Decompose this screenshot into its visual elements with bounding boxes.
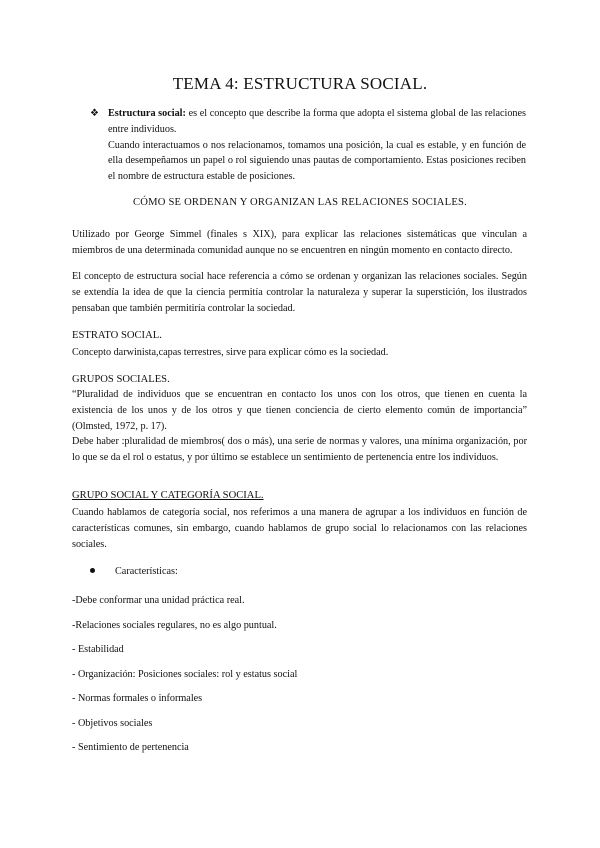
intro-definition: es el concepto que describe la forma que adopta el sistema global de las relaciones entre individuos.: [108, 108, 527, 135]
list-item: - Normas formales o informales: [72, 693, 203, 704]
section-heading: CÓMO SE ORDENAN Y ORGANIZAN LAS RELACIONES SOCIALES.: [133, 197, 467, 208]
grupos-heading: GRUPOS SOCIALES.: [72, 374, 170, 385]
estrato-text: Concepto darwinista,capas terrestres, sirve para explicar cómo es la sociedad.: [72, 347, 389, 358]
diamond-bullet-icon: ❖: [90, 108, 99, 119]
page-title: TEMA 4: ESTRUCTURA SOCIAL.: [172, 74, 428, 93]
list-item: -Debe conformar una unidad práctica real.: [72, 595, 245, 606]
intro-text: [108, 106, 526, 185]
caracteristicas-bullet: [90, 566, 178, 577]
list-item: - Objetivos sociales: [72, 718, 153, 729]
grupos-quote: “Pluralidad de individuos que se encuentran en contacto los unos con los otros, que tienen en cuenta la existencia de los unos y de los otros y que tienen conciencia de cierto elemento común de importancia” (Olmsted, 1972, p. 17).: [72, 389, 527, 432]
list-item: - Estabilidad: [72, 644, 124, 655]
estrato-heading: ESTRATO SOCIAL.: [72, 330, 162, 341]
list-item: - Organización: Posiciones sociales: rol y estatus social: [72, 669, 298, 680]
list-item: - Sentimiento de pertenencia: [72, 742, 189, 753]
grupo-categoria-text: Cuando hablamos de categoría social, nos referimos a una manera de agrupar a los individuos en función de características comunes, sin embargo, cuando hablamos de grupo social lo relacionamos con las relaciones sociales.: [72, 507, 527, 550]
grupo-categoria-heading: GRUPO SOCIAL Y CATEGORÍA SOCIAL.: [72, 490, 264, 501]
caracteristicas-label: Características:: [115, 566, 178, 577]
intro-detail: Cuando interactuamos o nos relacionamos, tomamos una posición, la cual es estable, y en función de ella desempeñamos un papel o rol siguiendo unas pautas de comportamiento. Estas posiciones reciben el nombre de estructura estable de posiciones.: [108, 139, 526, 183]
concept-paragraph: El concepto de estructura social hace referencia a cómo se ordenan y organizan las relaciones sociales. Según se extendía la idea de que la ciencia permitía controlar la naturaleza y superar la superstición, los ilustrados pensaban que también permitiría controlar la sociedad.: [72, 271, 527, 314]
intro-bullet: [90, 106, 526, 185]
list-item: -Relaciones sociales regulares, no es algo puntual.: [72, 620, 277, 631]
simmel-paragraph: Utilizado por George Simmel (finales s XIX), para explicar las relaciones sistemáticas que vinculan a miembros de una determinada comunidad aunque no se encuentren en ningún momento en contacto directo.: [72, 229, 527, 256]
dot-bullet-icon: [90, 568, 95, 573]
grupos-requirements: Debe haber :pluralidad de miembros( dos o más), una serie de normas y valores, una mínima organización, por lo que se da el rol o estatus, y por último se establece un sentimiento de pertenencia entre los individuos.: [72, 436, 527, 463]
intro-term: Estructura social:: [108, 108, 186, 119]
